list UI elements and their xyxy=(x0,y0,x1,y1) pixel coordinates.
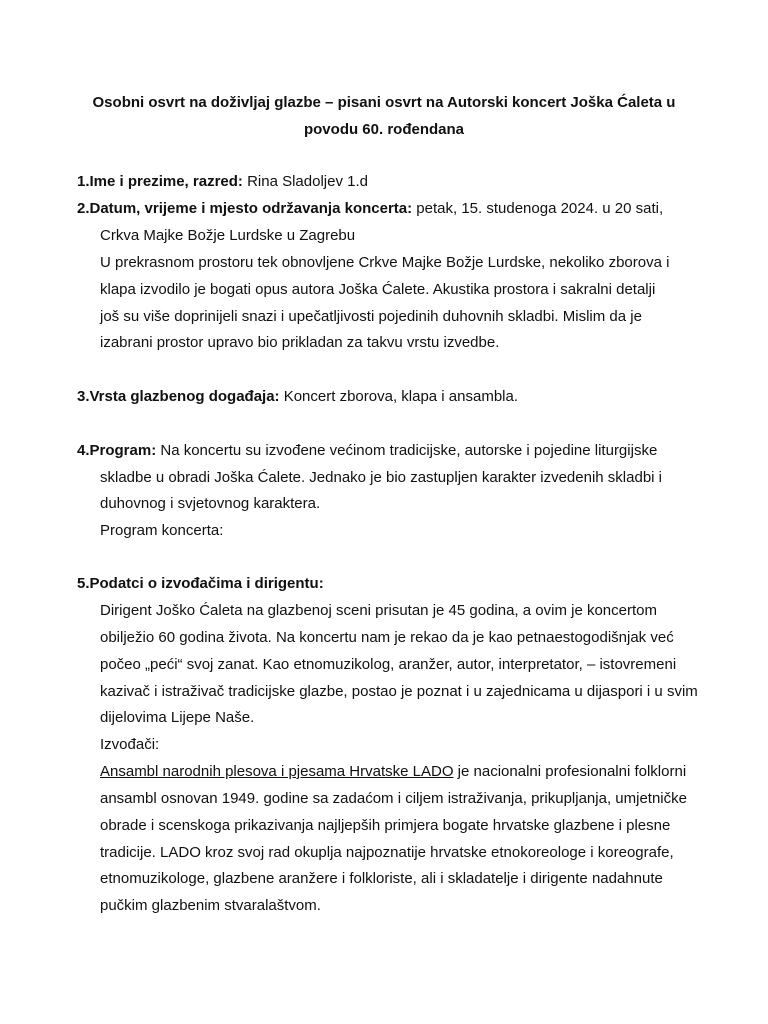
section-5-text-line: kazivač i istraživač tradicijske glazbe, postao je poznat i u zajednicama u dijaspori i u svim xyxy=(100,683,698,700)
section-4-text-line: duhovnog i svjetovnog karaktera. xyxy=(100,495,321,512)
section-1-label: 1.Ime i prezime, razred: xyxy=(77,173,243,190)
section-3-label: 3.Vrsta glazbenog događaja: xyxy=(77,388,280,405)
section-4-label: 4.Program: xyxy=(77,442,157,459)
section-1-value: Rina Sladoljev 1.d xyxy=(242,173,368,190)
lado-ensemble-description: je nacionalni profesionalni folklorni xyxy=(453,763,687,780)
section-5-text-line: pučkim glazbenim stvaralaštvom. xyxy=(100,897,321,914)
title-line-1: Osobni osvrt na doživljaj glazbe – pisani osvrt na Autorski koncert Joška Ćaleta u xyxy=(92,94,676,111)
section-5-text-line: obrade i scenskoga prikazivanja najljepših primjera bogate hrvatske glazbene i plesne xyxy=(100,817,671,834)
section-2-text-line: U prekrasnom prostoru tek obnovljene Crkve Majke Božje Lurdske, nekoliko zborova i xyxy=(100,254,670,271)
section-4-text-line: skladbe u obradi Joška Ćalete. Jednako je bio zastupljen karakter izvedenih skladbi i xyxy=(100,469,662,486)
section-2-text-line: izabrani prostor upravo bio prikladan za takvu vrstu izvedbe. xyxy=(100,334,500,351)
section-4-text-line: Program koncerta: xyxy=(100,522,224,539)
section-5-text-line: etnomuzikologe, glazbene aranžere i folkloriste, ali i skladatelje i dirigente nadahnute xyxy=(100,870,663,887)
section-4-line xyxy=(77,441,657,461)
section-2-text-line: još su više doprinijeli snazi i upečatljivosti pojedinih duhovnih skladbi. Mislim da je xyxy=(100,308,642,325)
section-5-text-line: Izvođači: xyxy=(100,736,160,753)
section-2-text-line: Crkva Majke Božje Lurdske u Zagrebu xyxy=(100,227,356,244)
section-5-link-line xyxy=(100,762,686,782)
title-line-2: povodu 60. rođendana xyxy=(303,120,465,138)
section-4-value: Na koncertu su izvođene većinom tradicijske, autorske i pojedine liturgijske xyxy=(156,442,658,459)
section-3-value: Koncert zborova, klapa i ansambla. xyxy=(279,388,519,405)
section-2-label: 2.Datum, vrijeme i mjesto održavanja koncerta: xyxy=(77,200,413,217)
section-5-label: 5.Podatci o izvođačima i dirigentu: xyxy=(77,575,324,592)
lado-ensemble-link[interactable]: Ansambl narodnih plesova i pjesama Hrvatske LADO xyxy=(100,763,454,780)
section-2-value: petak, 15. studenoga 2024. u 20 sati, xyxy=(412,200,664,217)
section-3-line xyxy=(77,387,518,407)
section-5-text-line: dijelovima Lijepe Naše. xyxy=(100,709,255,726)
section-2-line xyxy=(77,199,663,219)
section-1-line xyxy=(77,172,368,192)
section-5-text-line: tradicije. LADO kroz svoj rad okuplja najpoznatije hrvatske etnokoreologe i koreografe, xyxy=(100,844,674,861)
section-5-text-line: obilježio 60 godina života. Na koncertu nam je rekao da je kao petnaestogodišnjak već xyxy=(100,629,674,646)
section-2-text-line: klapa izvodilo je bogati opus autora Joška Ćalete. Akustika prostora i sakralni detalji xyxy=(100,281,656,298)
section-5-text-line: počeo „peći“ svoj zanat. Kao etnomuzikolog, aranžer, autor, interpretator, – istovremeni xyxy=(100,656,677,673)
section-5-line xyxy=(77,574,324,594)
section-5-text-line: ansambl osnovan 1949. godine sa zadaćom i ciljem istraživanja, prikupljanja, umjetničke xyxy=(100,790,687,807)
document-title xyxy=(60,90,708,143)
section-5-text-line: Dirigent Joško Ćaleta na glazbenoj sceni prisutan je 45 godina, a ovim je koncertom xyxy=(100,602,657,619)
